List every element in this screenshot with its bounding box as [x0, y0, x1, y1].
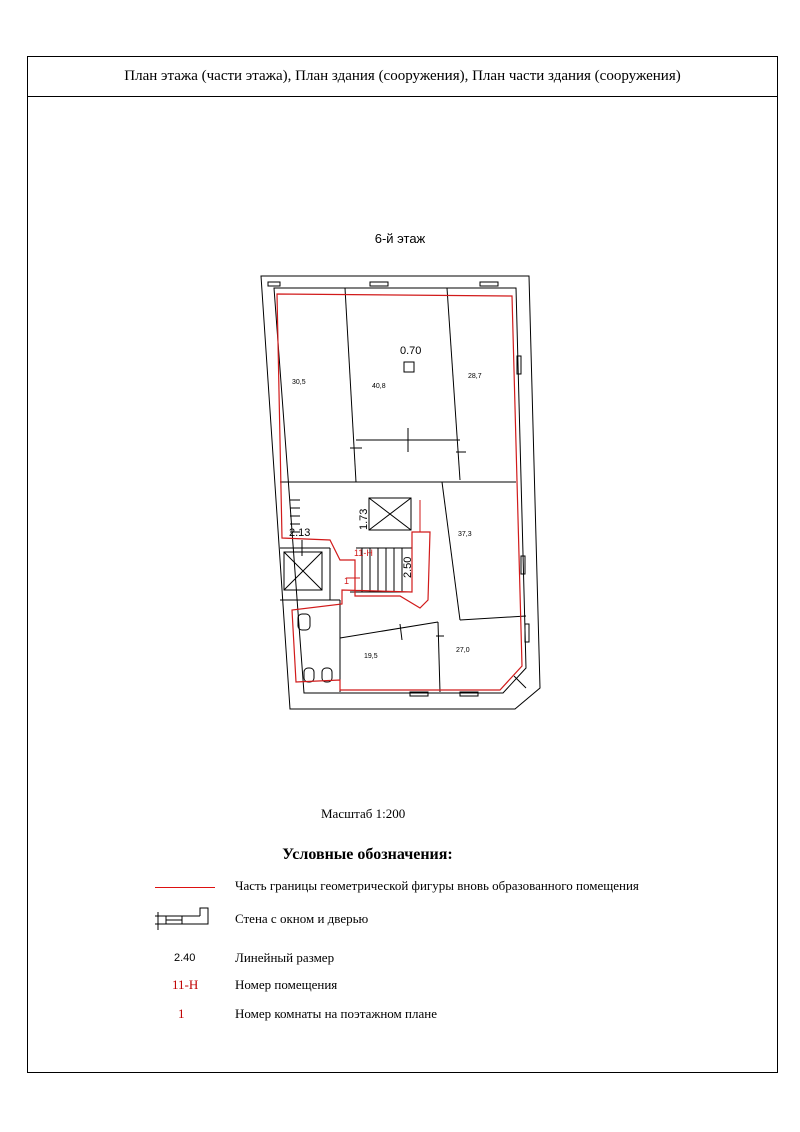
windows	[268, 282, 529, 696]
room-area: 27,0	[456, 647, 470, 654]
legend-title: Условные обозначения:	[282, 846, 453, 863]
legend-text: Часть границы геометрической фигуры вновь образованного помещения	[235, 878, 639, 893]
floor-title: 6-й этаж	[374, 231, 426, 246]
room-area: 40,8	[372, 383, 386, 390]
legend-symbol: 1	[178, 1006, 185, 1021]
document-title: План этажа (части этажа), План здания (сооружения), План части здания (сооружения)	[124, 68, 681, 84]
wall-window-door-icon	[155, 908, 208, 930]
column-marker	[404, 362, 414, 372]
boundary-line-symbol	[155, 887, 215, 888]
scale-label: Масштаб 1:200	[321, 806, 406, 821]
dimension-label: 2.13	[289, 527, 311, 539]
room-area: 19,5	[364, 653, 378, 660]
legend-text: Номер помещения	[235, 977, 338, 992]
dimension-label: 2.50	[402, 556, 414, 578]
dimension-label: 1.73	[358, 508, 370, 530]
room-number-label: 11-Н	[354, 548, 373, 558]
room-number-label: 1	[344, 576, 350, 586]
legend-symbol: 11-Н	[172, 977, 199, 992]
dimension-label: 0.70	[400, 345, 422, 357]
room-area: 37,3	[458, 531, 472, 538]
outer-wall	[261, 276, 540, 709]
legend-text: Линейный размер	[235, 950, 335, 965]
legend-text: Номер комнаты на поэтажном плане	[235, 1006, 437, 1021]
legend-text: Стена с окном и дверью	[235, 911, 369, 926]
room-area: 30,5	[292, 379, 306, 386]
legend-symbol: 2.40	[174, 952, 196, 964]
room-area: 28,7	[468, 373, 482, 380]
